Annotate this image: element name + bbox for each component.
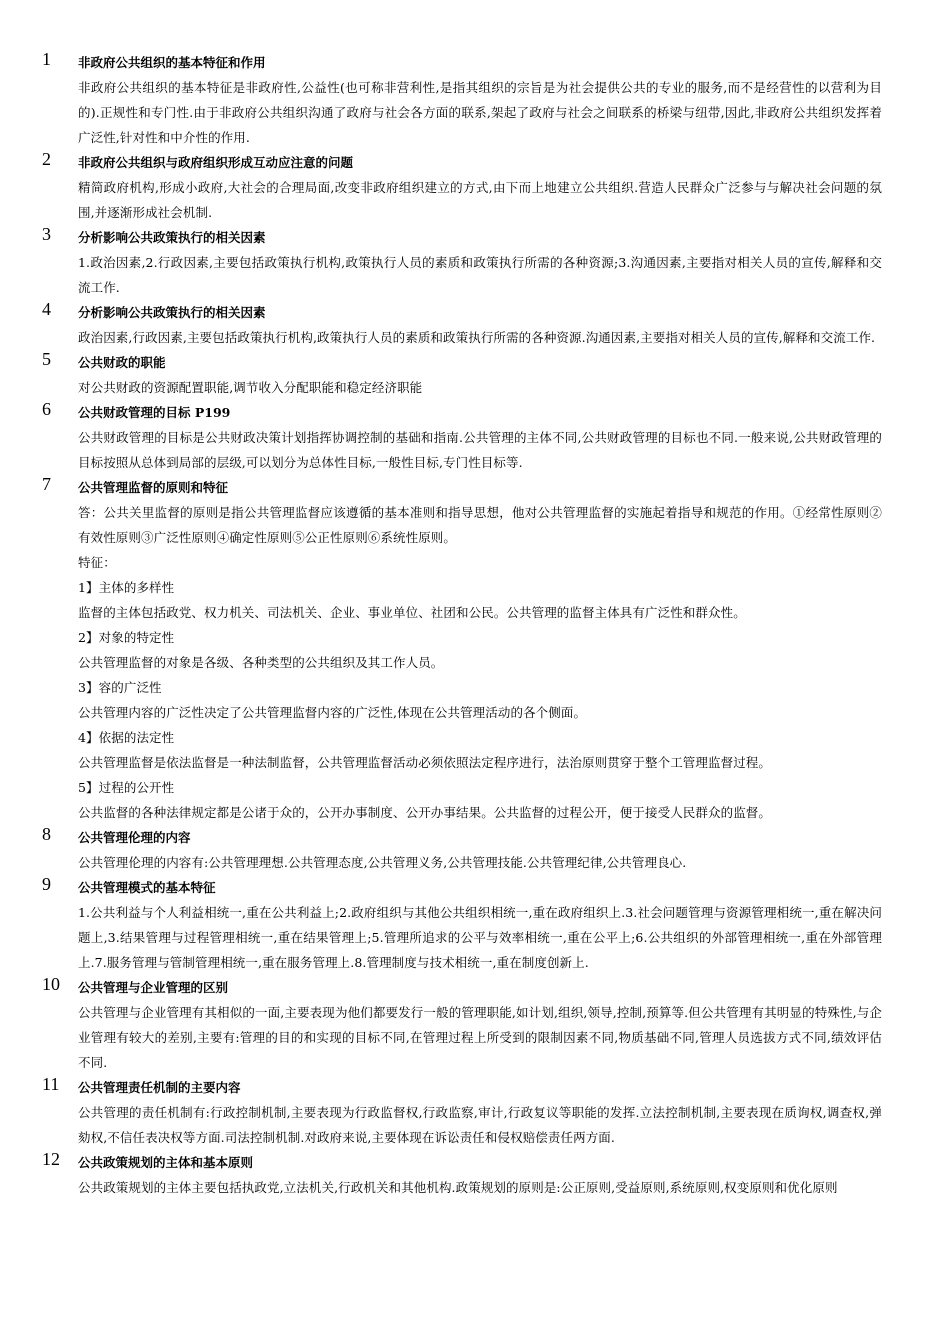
answer-paragraph: 精简政府机构,形成小政府,大社会的合理局面,改变非政府组织建立的方式,由下而上地建立公共组织.营造人民群众广泛参与与解决社会问题的氛围,并逐渐形成社会机制. (78, 180, 882, 220)
answer-paragraph: 公共监督的各种法律规定都是公诸于众的，公开办事制度、公开办事结果。公共监督的过程公开，便于接受人民群众的监督。 (78, 805, 772, 820)
question-number: 9 (42, 874, 51, 894)
question-item (0, 1150, 950, 1200)
answer-body (78, 75, 882, 150)
question-title: 公共管理监督的原则和特征 (78, 480, 229, 495)
question-number: 7 (42, 474, 51, 494)
question-number: 10 (42, 974, 60, 994)
question-number: 1 (42, 49, 51, 69)
question-item (0, 350, 950, 400)
question-list (0, 50, 950, 1200)
question-item (0, 975, 950, 1075)
question-title: 非政府公共组织的基本特征和作用 (78, 55, 266, 70)
answer-paragraph: 答：公共关里监督的原则是指公共管理监督应该遵循的基本准则和指导思想，他对公共管理监督的实施起着指导和规范的作用。①经常性原则②有效性原则③广泛性原则④确定性原则⑤公正性原则⑥系统性原则。 (78, 505, 882, 545)
answer-paragraph: 政治因素,行政因素,主要包括政策执行机构,政策执行人员的素质和政策执行所需的各种资源.沟通因素,主要指对相关人员的宣传,解释和交流工作. (78, 330, 876, 345)
question-title: 分析影响公共政策执行的相关因素 (78, 305, 266, 320)
answer-paragraph: 公共管理内容的广泛性决定了公共管理监督内容的广泛性,体现在公共管理活动的各个侧面。 (78, 705, 587, 720)
answer-body (78, 425, 882, 475)
question-title: 公共财政的职能 (78, 355, 166, 370)
answer-paragraph: 监督的主体包括政党、权力机关、司法机关、企业、事业单位、社团和公民。公共管理的监督主体具有广泛性和群众性。 (78, 605, 746, 620)
answer-paragraph: 公共管理的责任机制有:行政控制机制,主要表现为行政监督权,行政监察,审计,行政复议等职能的发挥.立法控制机制,主要表现在质询权,调查权,弹劾权,不信任表决权等方面.司法控制机制.对政府来说,主要体现在诉讼责任和侵权赔偿责任两方面. (78, 1105, 882, 1145)
question-item (0, 50, 950, 150)
question-title: 公共管理责任机制的主要内容 (78, 1080, 241, 1095)
answer-paragraph: 特征： (78, 555, 116, 570)
question-title: 公共管理伦理的内容 (78, 830, 191, 845)
question-title: 公共管理模式的基本特征 (78, 880, 216, 895)
answer-paragraph: 4】依据的法定性 (78, 730, 175, 745)
answer-paragraph: 对公共财政的资源配置职能,调节收入分配职能和稳定经济职能 (78, 380, 423, 395)
answer-paragraph: 5】过程的公开性 (78, 780, 175, 795)
answer-paragraph: 公共财政管理的目标是公共财政决策计划指挥协调控制的基础和指南.公共管理的主体不同,公共财政管理的目标也不同.一般来说,公共财政管理的目标按照从总体到局部的层级,可以划分为总体性目标,一般性目标,专门性目标等. (78, 430, 882, 470)
question-item (0, 825, 950, 875)
answer-paragraph: 1.政治因素,2.行政因素,主要包括政策执行机构,政策执行人员的素质和政策执行所需的各种资源;3.沟通因素,主要指对相关人员的宣传,解释和交流工作. (78, 255, 882, 295)
question-number: 5 (42, 349, 51, 369)
question-title: 分析影响公共政策执行的相关因素 (78, 230, 266, 245)
answer-paragraph: 1】主体的多样性 (78, 580, 175, 595)
question-item (0, 400, 950, 475)
answer-body (78, 850, 882, 875)
question-title: 非政府公共组织与政府组织形成互动应注意的问题 (78, 155, 354, 170)
answer-body (78, 1175, 882, 1200)
question-item (0, 875, 950, 975)
question-number: 4 (42, 299, 51, 319)
answer-body (78, 500, 882, 825)
question-title: 公共财政管理的目标 P199 (78, 405, 231, 420)
question-title: 公共管理与企业管理的区别 (78, 980, 229, 995)
answer-paragraph: 公共政策规划的主体主要包括执政党,立法机关,行政机关和其他机构.政策规划的原则是:公正原则,受益原则,系统原则,权变原则和优化原则 (78, 1180, 838, 1195)
answer-paragraph: 公共管理伦理的内容有:公共管理理想.公共管理态度,公共管理义务,公共管理技能.公共管理纪律,公共管理良心. (78, 855, 687, 870)
question-number: 2 (42, 149, 51, 169)
answer-paragraph: 3】容的广泛性 (78, 680, 162, 695)
document-page (0, 50, 950, 1200)
answer-body (78, 250, 882, 300)
answer-paragraph: 公共管理与企业管理有其相似的一面,主要表现为他们都要发行一般的管理职能,如计划,组织,领导,控制,预算等.但公共管理有其明显的特殊性,与企业管理有较大的差别,主要有:管理的目的和实现的目标不同,在管理过程上所受到的限制因素不同,物质基础不同,管理人员选拔方式不同,绩效评估不同. (78, 1005, 882, 1070)
question-number: 8 (42, 824, 51, 844)
answer-body (78, 1000, 882, 1075)
question-title: 公共政策规划的主体和基本原则 (78, 1155, 254, 1170)
answer-paragraph: 1.公共利益与个人利益相统一,重在公共利益上;2.政府组织与其他公共组织相统一,重在政府组织上.3.社会问题管理与资源管理相统一,重在解决问题上,3.结果管理与过程管理相统一,重在结果管理上;5.管理所追求的公平与效率相统一,重在公平上;6.公共组织的外部管理相统一,重在外部管理上.7.服务管理与管制管理相统一,重在服务管理上.8.管理制度与技术相统一,重在制度创新上. (78, 905, 882, 970)
answer-body (78, 175, 882, 225)
question-item (0, 475, 950, 825)
question-item (0, 150, 950, 225)
answer-body (78, 1100, 882, 1150)
answer-body (78, 900, 882, 975)
question-number: 6 (42, 399, 51, 419)
answer-body (78, 375, 882, 400)
answer-body (78, 325, 882, 350)
answer-paragraph: 公共管理监督的对象是各级、各种类型的公共组织及其工作人员。 (78, 655, 444, 670)
question-item (0, 225, 950, 300)
answer-paragraph: 2】对象的特定性 (78, 630, 175, 645)
question-number: 12 (42, 1149, 60, 1169)
question-number: 11 (42, 1074, 60, 1094)
answer-paragraph: 非政府公共组织的基本特征是非政府性,公益性(也可称非营利性,是指其组织的宗旨是为社会提供公共的专业的服务,而不是经营性的以营利为目的).正规性和专门性.由于非政府公共组织沟通了政府与社会各方面的联系,架起了政府与社会之间联系的桥梁与纽带,因此,非政府公共组织发挥着广泛性,针对性和中介性的作用. (78, 80, 882, 145)
question-number: 3 (42, 224, 51, 244)
question-item (0, 300, 950, 350)
question-item (0, 1075, 950, 1150)
answer-paragraph: 公共管理监督是依法监督是一种法制监督，公共管理监督活动必须依照法定程序进行，法治原则贯穿于整个工管理监督过程。 (78, 755, 772, 770)
